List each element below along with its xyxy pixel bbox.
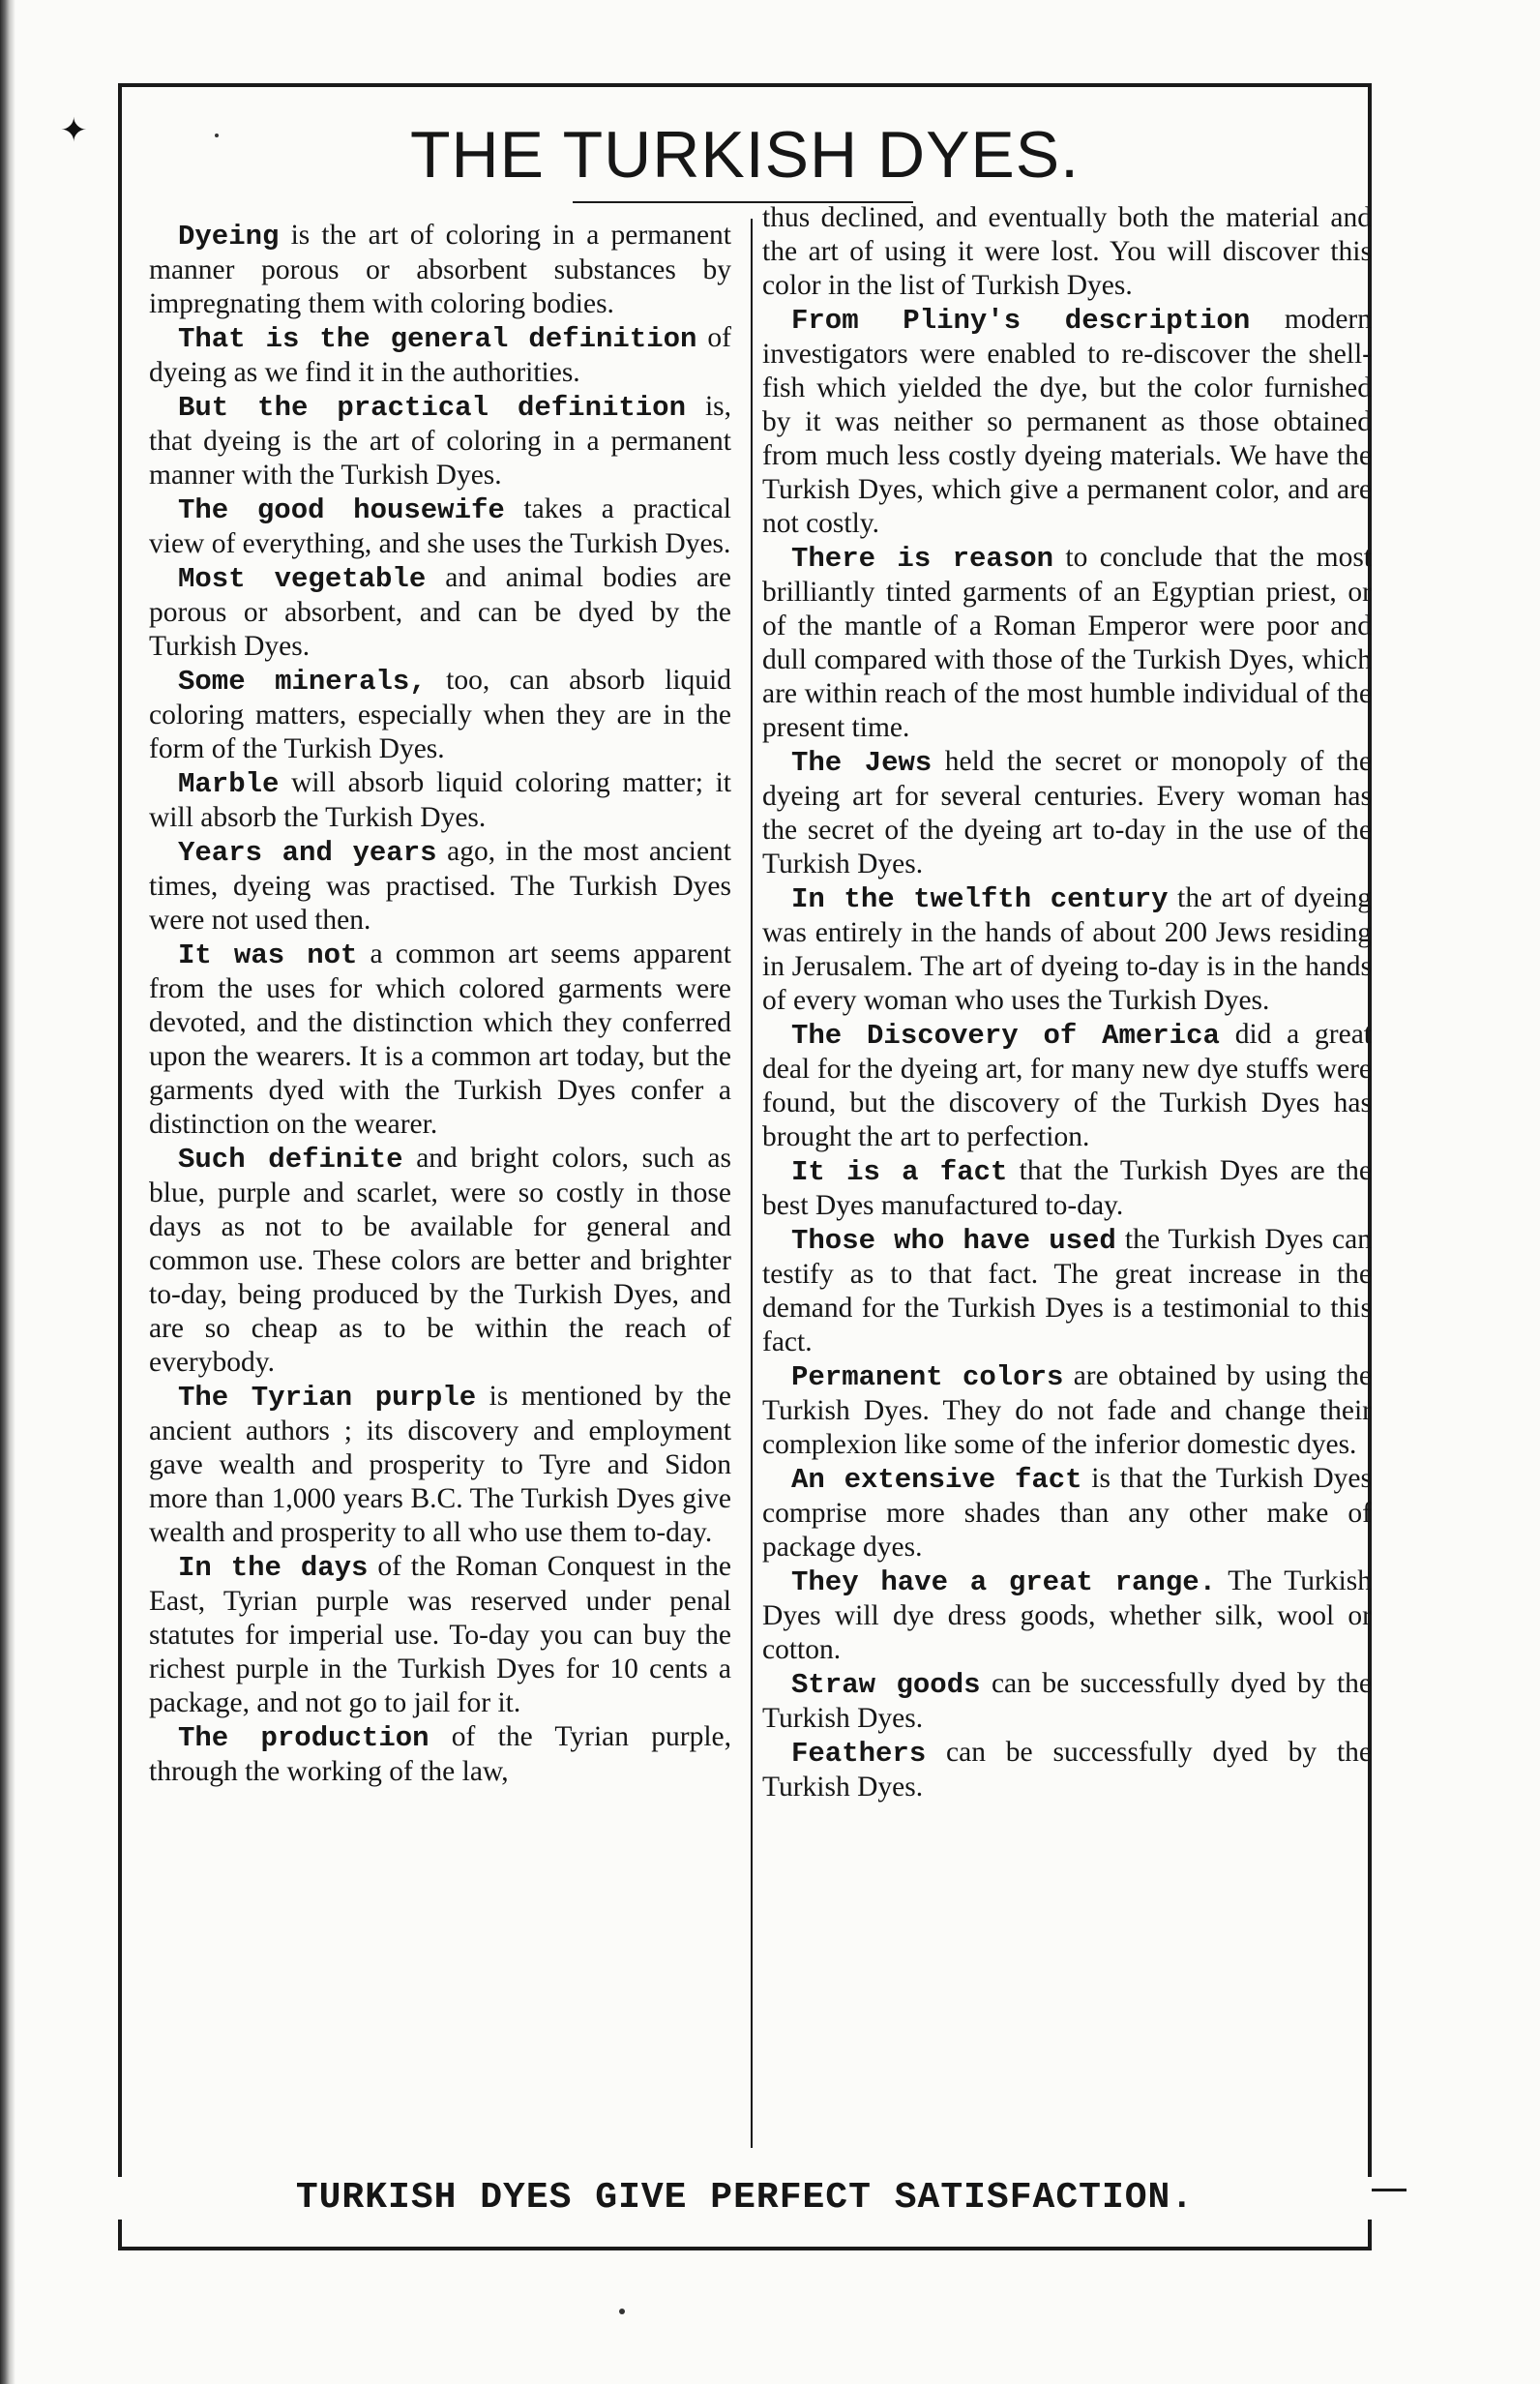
paragraph: [762, 303, 1372, 541]
paragraph: [762, 1018, 1372, 1154]
paragraph: [149, 561, 731, 664]
paragraph-lead: In the days: [178, 1552, 369, 1584]
paragraph-lead: That is the general definition: [178, 323, 697, 355]
paragraph: [149, 492, 731, 561]
paragraph-lead: Permanent colors: [791, 1361, 1064, 1393]
page-title: THE TURKISH DYES.: [409, 118, 1081, 192]
paragraph-text: ago, in the most ancient times, dyeing was practised. The Turkish Dyes were not used then.: [149, 836, 732, 936]
left-column: [149, 219, 731, 1789]
paragraph-text: that the Turkish Dyes are the best Dyes manufactured to-day.: [762, 1155, 1372, 1221]
paragraph-text: to conclude that the most brilliantly tinted garments of an Egyptian priest, or of the mantle of a Roman Emperor were poor and dull compared with those of the Turkish Dyes, which are within reach of the most humble individual of the present time.: [762, 542, 1372, 743]
paragraph-text: the art of dyeing was entirely in the hands of about 200 Jews residing in Jerusalem. The art of dyeing to-day is in the hands of every woman who uses the Turkish Dyes.: [762, 882, 1372, 1016]
paragraph: [149, 938, 731, 1142]
paragraph-text: did a great deal for the dyeing art, for many new dye stuffs were found, but the discovery of the Turkish Dyes has brought the art to perfection.: [762, 1019, 1373, 1152]
paragraph: [762, 201, 1372, 303]
paragraph-text: of the Tyrian purple, through the working of the law,: [149, 1721, 731, 1787]
print-speck: [215, 134, 219, 137]
paragraph-text: and bright colors, such as blue, purple and scarlet, were so costly in those days as not to be available for general and common use. These colors are better and brighter to-day, being produced by the Turkish Dyes, and are so cheap as to be within the reach of everybody.: [149, 1143, 731, 1378]
paragraph-lead: But the practical definition: [178, 392, 686, 424]
paragraph-text: are obtained by using the Turkish Dyes. They do not fade and change their complexion like some of the inferior domestic dyes.: [762, 1360, 1372, 1460]
paragraph-lead: Some minerals,: [178, 666, 427, 698]
paragraph-lead: The production: [178, 1722, 429, 1754]
paragraph-lead: It was not: [178, 939, 358, 971]
paragraph-lead: Such definite: [178, 1144, 403, 1176]
paragraph-lead: An extensive fact: [791, 1464, 1082, 1496]
paragraph-lead: Those who have used: [791, 1225, 1116, 1257]
paragraph: [149, 1720, 731, 1789]
paragraph: [762, 1667, 1372, 1736]
paragraph: [762, 1564, 1372, 1667]
paragraph-lead: The Jews: [791, 747, 933, 779]
paragraph-text: takes a practical view of everything, and she uses the Turkish Dyes.: [149, 493, 731, 559]
print-speck: [619, 2309, 625, 2314]
paragraph-text: is, that dyeing is the art of coloring in a permanent manner with the Turkish Dyes.: [149, 391, 731, 491]
paragraph-text: can be successfully dyed by the Turkish Dyes.: [762, 1737, 1372, 1803]
paragraph-text: is the art of coloring in a permanent manner porous or absorbent substances by impregnating them with coloring bodies.: [149, 220, 731, 319]
paragraph-text: too, can absorb liquid coloring matters, especially when they are in the form of the Turkish Dyes.: [149, 665, 731, 764]
paragraph: [762, 1736, 1372, 1804]
paragraph-text: the Turkish Dyes can testify as to that fact. The great increase in the demand for the Turkish Dyes is a testimonial to this fact.: [762, 1224, 1372, 1357]
paragraph-text: thus declined, and eventually both the material and the art of using it were lost. You will discover this color in the list of Turkish Dyes.: [762, 202, 1372, 301]
paragraph: [149, 321, 731, 390]
paragraph: [762, 745, 1372, 881]
paragraph-lead: The good housewife: [178, 494, 505, 526]
paragraph-lead: Years and years: [178, 837, 437, 869]
paragraph: [149, 664, 731, 766]
paragraph-text: is that the Turkish Dyes comprise more shades than any other make of package dyes.: [762, 1463, 1372, 1563]
paragraph-text: held the secret or monopoly of the dyeing art for several centuries. Every woman has the secret of the dyeing art to-day in the use of the Turkish Dyes.: [762, 746, 1372, 879]
paragraph: [149, 766, 731, 835]
paragraph-lead: Marble: [178, 768, 280, 800]
paragraph-lead: They have a great range.: [791, 1566, 1217, 1598]
page-binding-edge: [0, 0, 15, 2384]
paragraph-text: of dyeing as we find it in the authorities.: [149, 322, 731, 388]
paragraph-text: is mentioned by the ancient authors ; its discovery and employment gave wealth and prosperity to Tyre and Sidon more than 1,000 years B.C. The Turkish Dyes give wealth and prosperity to all who use them to-day.: [149, 1381, 731, 1548]
paragraph: [762, 541, 1372, 745]
paragraph: [149, 219, 731, 321]
paragraph-text: The Turkish Dyes will dye dress goods, whether silk, wool or cotton.: [762, 1565, 1373, 1665]
paragraph-text: a common art seems apparent from the uses for which colored garments were devoted, and the distinction which they conferred upon the wearers. It is a common art today, but the garments dyed with the Turkish Dyes confer a distinction on the wearer.: [149, 939, 732, 1140]
paragraph-lead: From Pliny's description: [791, 305, 1251, 337]
paragraph-lead: The Tyrian purple: [178, 1382, 477, 1414]
paragraph: [149, 1550, 731, 1720]
paragraph-lead: Feathers: [791, 1738, 927, 1770]
paragraph-lead: In the twelfth century: [791, 883, 1169, 915]
paragraph-lead: Dyeing: [178, 221, 280, 253]
paragraph: [762, 1223, 1372, 1359]
paragraph-lead: Straw goods: [791, 1669, 981, 1701]
paragraph: [762, 1154, 1372, 1223]
paragraph: [762, 1359, 1372, 1462]
column-divider: [751, 219, 753, 2148]
paragraph-lead: Most vegetable: [178, 563, 427, 595]
paragraph: [149, 390, 731, 492]
paragraph-lead: It is a fact: [791, 1156, 1008, 1188]
paragraph-text: can be successfully dyed by the Turkish Dyes.: [762, 1668, 1372, 1734]
right-column: [762, 201, 1372, 1804]
paragraph-lead: There is reason: [791, 543, 1054, 575]
paragraph-text: modern investigators were enabled to re-discover the shell-fish which yielded the dye, but the color furnished by it was neither so permanent as those obtained from much less costly dyeing materials. We have the Turkish Dyes, which give a permanent color, and are not costly.: [762, 304, 1372, 539]
binding-mark-icon: ✦: [60, 113, 88, 149]
paragraph: [149, 1142, 731, 1380]
paragraph-text: will absorb liquid coloring matter; it will absorb the Turkish Dyes.: [149, 767, 731, 833]
paragraph-text: of the Roman Conquest in the East, Tyrian purple was reserved under penal statutes for imperial use. To-day you can buy the richest purple in the Turkish Dyes for 10 cents a package, and not go to jail for it.: [149, 1551, 731, 1718]
footer-slogan: TURKISH DYES GIVE PERFECT SATISFACTION.: [118, 2177, 1372, 2220]
paragraph-text: and animal bodies are porous or absorbent, and can be dyed by the Turkish Dyes.: [149, 562, 731, 662]
paragraph: [149, 1380, 731, 1550]
paragraph: [762, 1462, 1372, 1564]
paragraph: [149, 835, 731, 938]
paragraph-lead: The Discovery of America: [791, 1020, 1220, 1052]
paragraph: [762, 881, 1372, 1018]
